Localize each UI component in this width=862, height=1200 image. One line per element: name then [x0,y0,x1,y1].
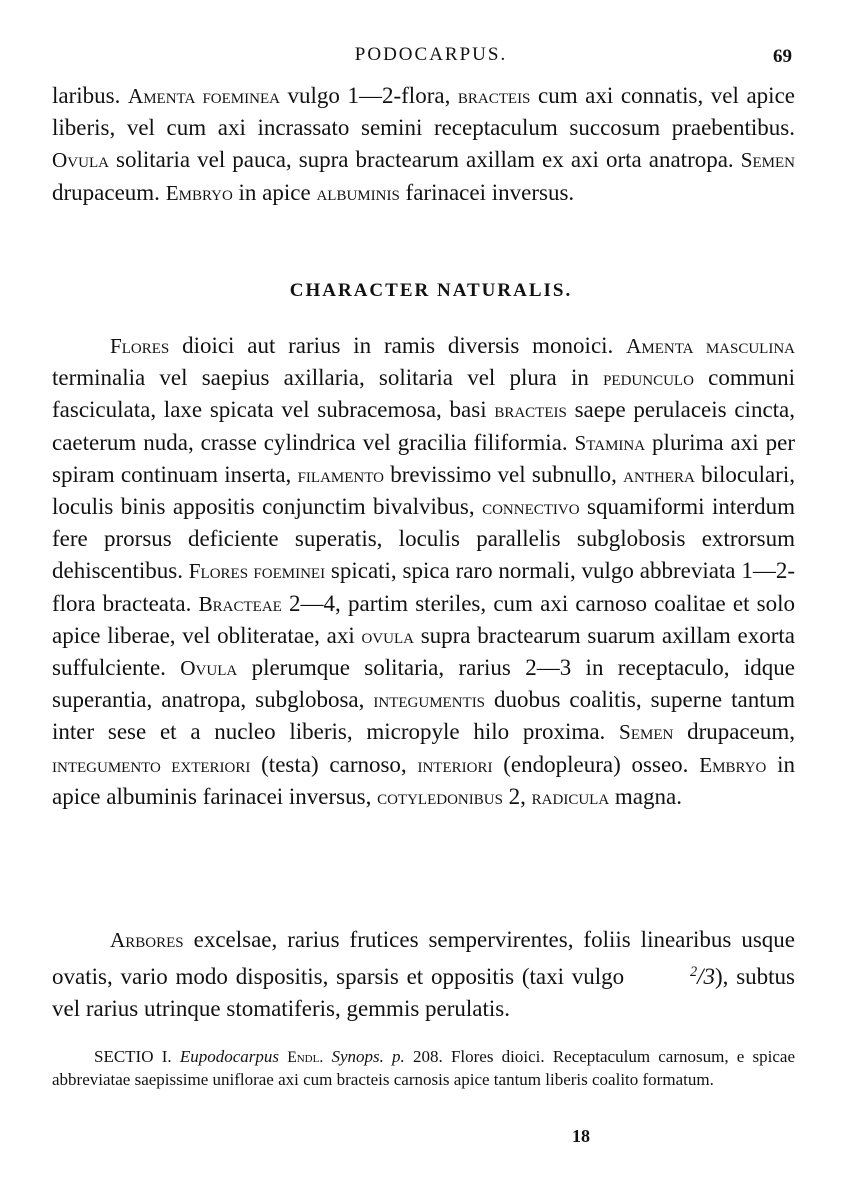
flores-text: dioici aut rarius in ramis diversis monoici. [169,333,627,358]
flores-text: communi fasciculata, laxe spicata vel subracemosa, basi [52,365,795,423]
intro-text: laribus. [52,83,128,108]
fraction [632,956,715,993]
flores-text: 2, [502,783,532,809]
term-flores-foeminei: Flores foeminei [188,559,326,584]
flores-text: plerumque solitaria, rarius 2—3 in receptaculo, idque superantia, anatropa, subglobosa, [52,655,795,713]
term-interiori: interiori [417,752,493,777]
section-label: SECTIO I. [94,1047,180,1066]
running-title: PODOCARPUS. [354,44,508,65]
term-flores: Flores [110,334,170,358]
section-text: 208. Flores dioici. Receptaculum carnosum, e spicae abbreviatae saepissime uniflorae axi cum bracteis carnosis apice tantum liberis coalito formatum. [52,1047,796,1090]
term-arbores: Arbores [110,928,184,952]
section-name: Eupodocarpus [179,1047,279,1066]
term-integumento-exteriori: integumento exteriori [52,752,251,777]
flores-text: 2—4, partim steriles, cum axi carnoso coalitae et solo apice liberae, vel obliteratae, axi [52,590,796,648]
flores-text: saepe perulaceis cincta, caeterum nuda, crasse cylindrica vel gracilia filiformia. [52,397,795,455]
flores-text: (endopleura) osseo. [492,751,700,777]
term-anthera: anthera [623,462,695,487]
intro-text: in apice [232,179,317,205]
term-semen: Semen [619,720,674,745]
term-stamina: Stamina [574,430,646,455]
section-reference: Synops. p. [331,1047,405,1066]
term-bracteis: bracteis [494,398,567,423]
intro-text: solitaria vel pauca, supra bractearum axillam ex axi orta anatropa. [108,147,741,173]
term-amenta-foeminea: Amenta foeminea [127,84,280,108]
term-cotyledonibus: cotyledonibus [377,784,503,809]
intro-text: farinacei inversus. [399,179,575,205]
term-ovula: Ovula [180,656,238,681]
intro-text: drupaceum. [52,179,166,205]
flores-text: squamiformi interdum fere prorsus deficiente superatis, loculis parallelis subglobosis extrorsum dehiscentibus. [52,494,796,584]
flores-text: drupaceum, [673,719,795,745]
term-connectivo: connectivo [482,495,580,520]
fraction-denominator: /3 [697,964,715,990]
intro-text: vulgo 1—2-flora, [279,83,458,108]
term-ovula: Ovula [52,148,109,173]
flores-paragraph [52,330,795,813]
term-radicula: radicula [531,784,610,809]
term-ovula: ovula [361,623,414,648]
term-bracteis: bracteis [457,84,531,108]
arbores-text: ), subtus vel rarius utrinque stomatiferis, gemmis perulatis. [52,964,795,1022]
flores-text: duobus coalitis, superne tantum inter sese et a nucleo liberis, micropyle hilo proxima. [52,687,795,745]
section-author: Endl. [287,1049,324,1066]
term-embryo: Embryo [165,180,233,205]
fraction-numerator: 2 [689,964,698,981]
flores-text: biloculari, loculis binis appositis conjunctim bivalvibus, [52,461,795,520]
term-semen: Semen [740,148,795,173]
arbores-paragraph [52,924,795,1025]
flores-text: terminalia vel saepius axillaria, solitaria vel plura in [52,365,604,391]
flores-text: (testa) carnoso, [250,751,418,777]
term-amenta-masculina: Amenta masculina [626,334,795,358]
running-head [0,44,862,74]
intro-paragraph [52,80,795,209]
flores-text: supra bractearum suarum axillam exorta suffulciente. [52,622,795,681]
section-heading: CHARACTER NATURALIS. [289,280,573,301]
term-albuminis: albuminis [316,180,400,205]
signature-mark: 18 [572,1126,590,1146]
term-bracteae: Bracteae [198,591,282,616]
term-filamento: filamento [297,462,384,487]
flores-text: plurima axi per spiram continuam inserta, [52,429,795,487]
term-integumentis: integumentis [373,688,486,713]
arbores-text: excelsae, rarius frutices sempervirentes, foliis linearibus usque ovatis, vario modo dispositis, sparsis et oppositis (taxi vulgo [52,927,795,990]
page-number: 69 [773,46,792,67]
section-space [279,1047,287,1066]
term-embryo: Embryo [699,752,767,777]
flores-text: in apice albuminis farinacei inversus, [52,751,796,809]
section-paragraph [52,1046,795,1092]
intro-text: cum axi connatis, vel apice liberis, vel cum axi incrassato semini receptaculum succosum praebentibus. [52,83,795,141]
flores-text: magna. [609,783,682,809]
flores-text: brevissimo vel subnullo, [383,461,624,487]
flores-text: spicati, spica raro normali, vulgo abbreviata 1—2-flora bracteata. [52,558,795,616]
term-pedunculo: pedunculo [603,366,694,391]
